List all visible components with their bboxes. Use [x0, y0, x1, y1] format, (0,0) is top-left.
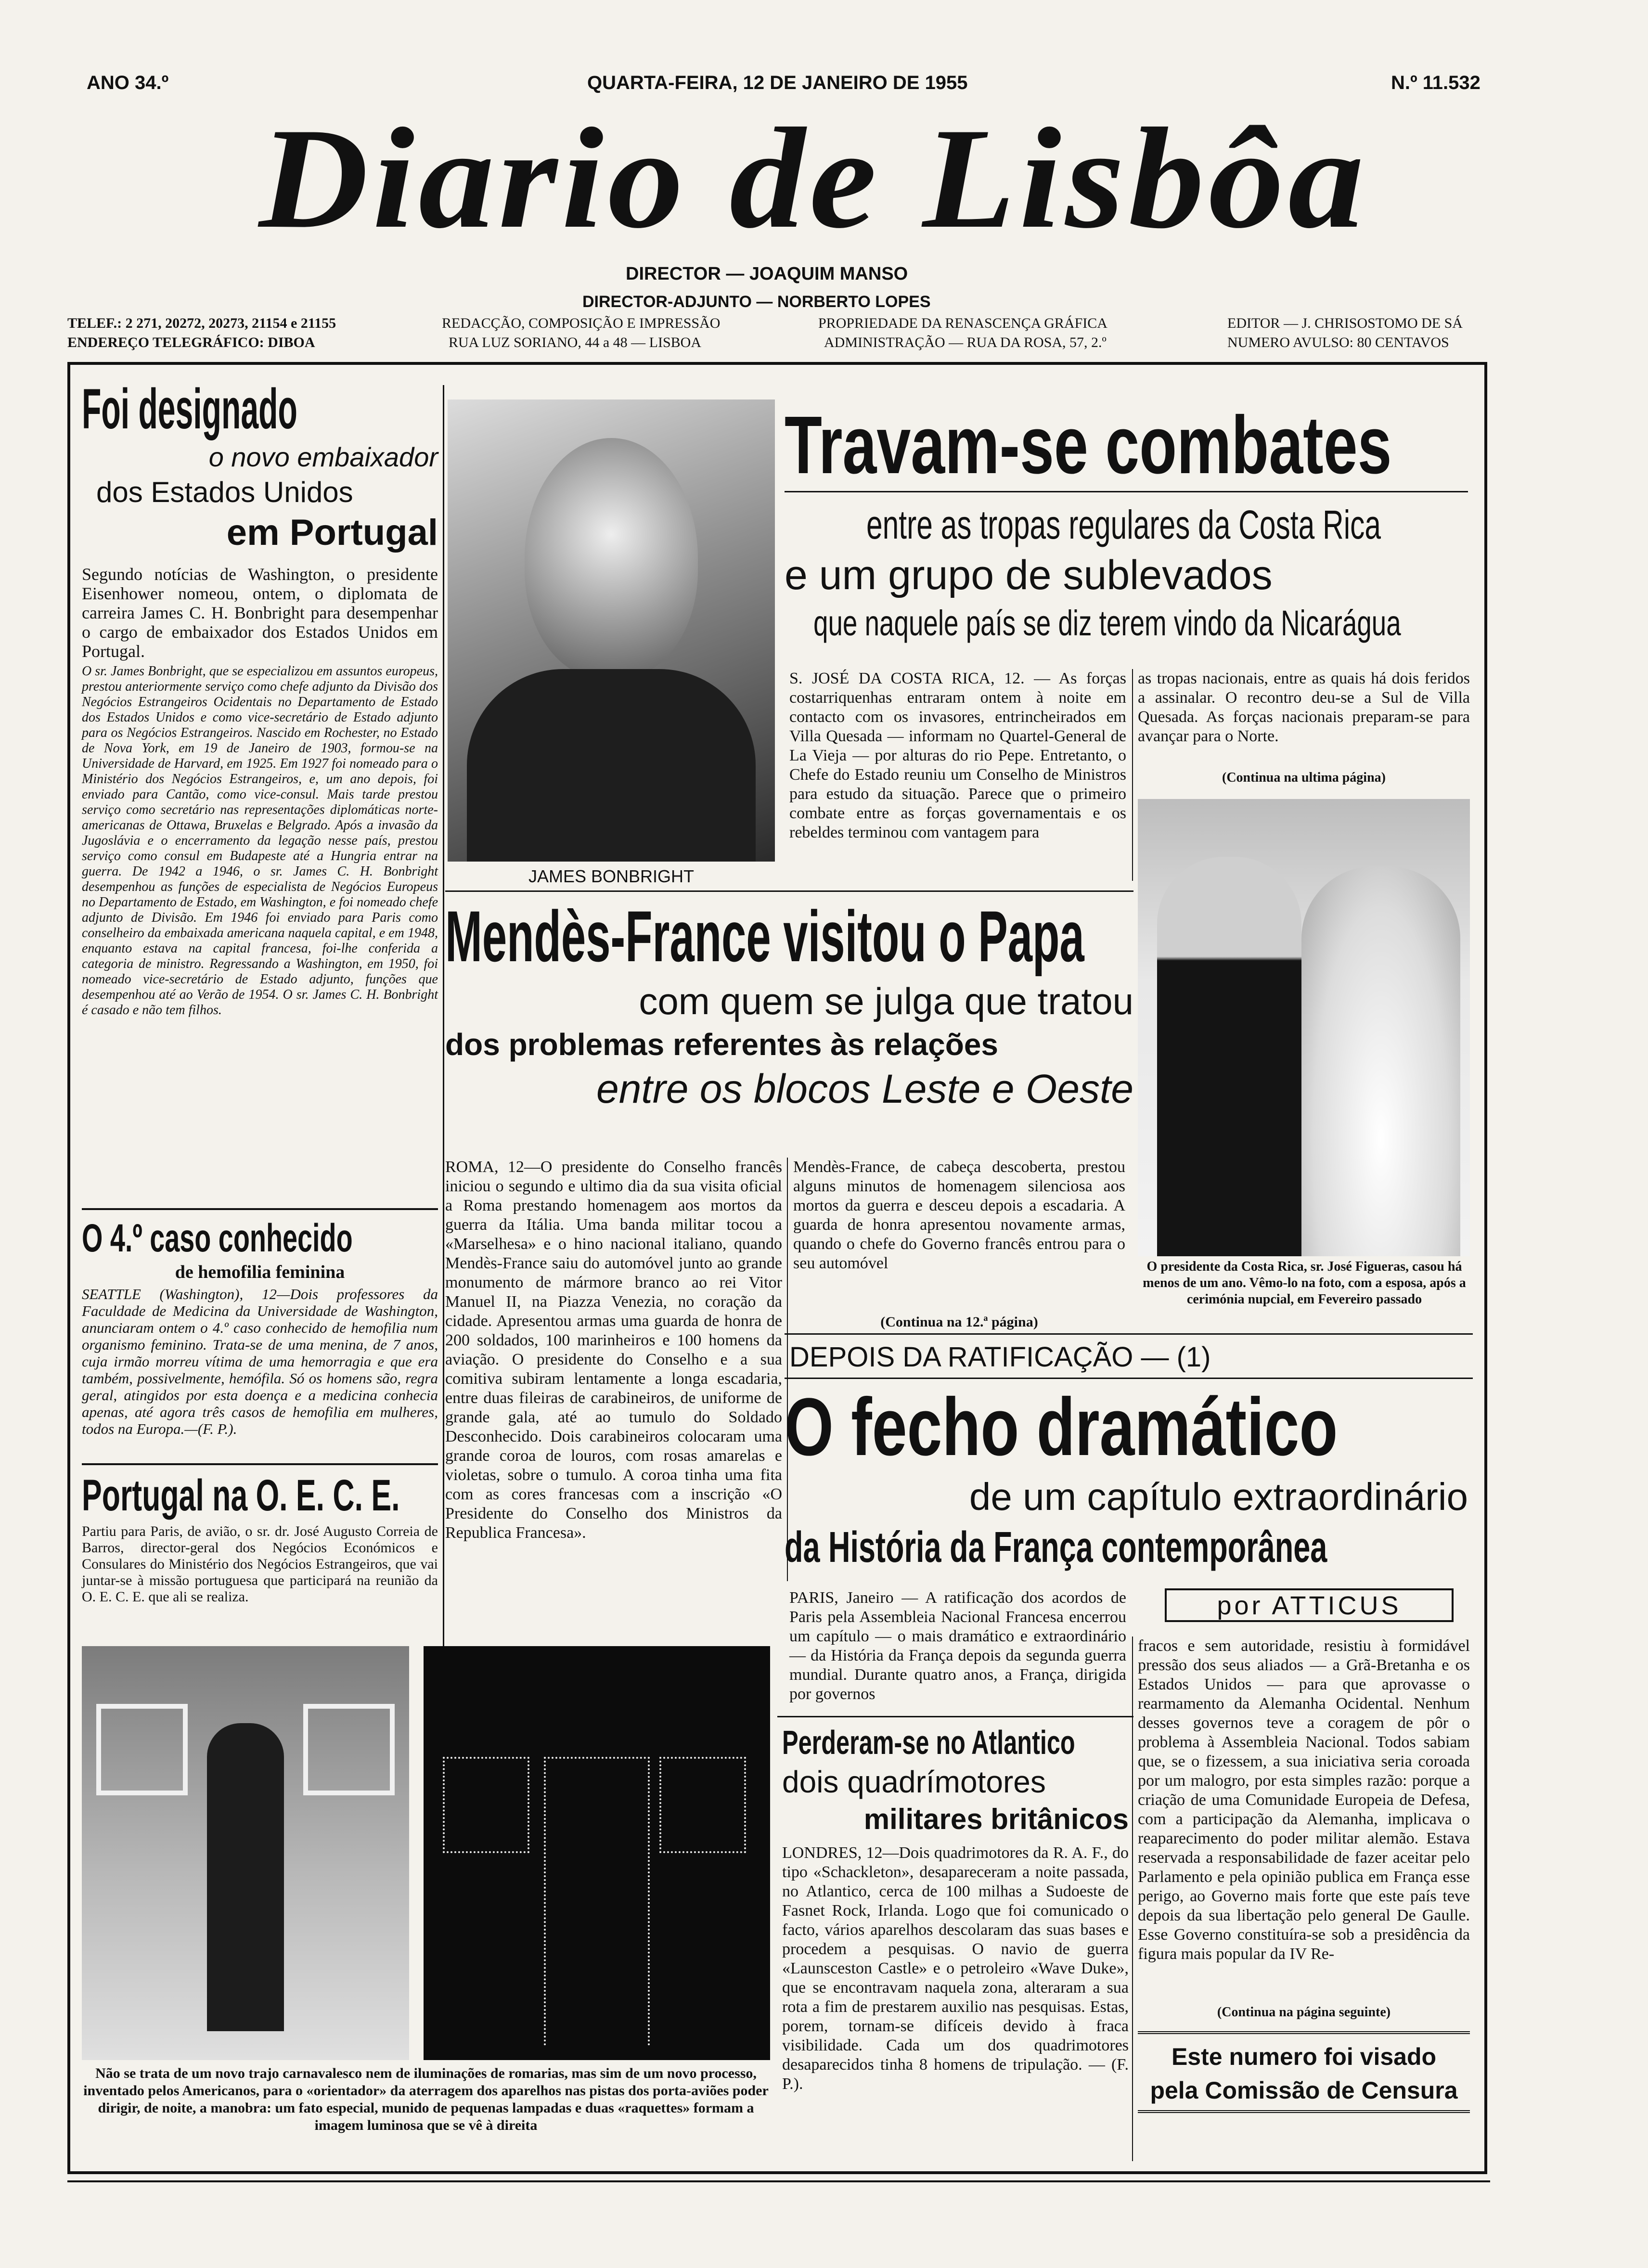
editor-line: EDITOR — J. CHRISOSTOMO DE SÁ: [1227, 315, 1463, 331]
owner-line: PROPRIEDADE DA RENASCENÇA GRÁFICA: [818, 315, 1107, 331]
franca-subhead-2: da História da França contemporânea: [785, 1523, 1327, 1572]
franca-kicker: DEPOIS DA RATIFICAÇÃO — (1): [789, 1341, 1211, 1373]
headline-rule: [785, 491, 1468, 492]
censorship-line-1: Este numero foi visado: [1171, 2043, 1437, 2070]
masthead-logo: [116, 99, 1511, 258]
admin-line: ADMINISTRAÇÃO — RUA DA ROSA, 57, 2.º: [824, 335, 1107, 350]
light-square-left: [443, 1757, 529, 1853]
portrait-suit: [467, 669, 756, 862]
right-racket: [303, 1704, 395, 1795]
ambassador-subhead-2: dos Estados Unidos: [96, 476, 353, 508]
franca-continue: (Continua na página seguinte): [1217, 2005, 1391, 2020]
ambassador-article: [82, 378, 438, 1018]
column-rule: [443, 385, 444, 1685]
column-rule: [1132, 669, 1133, 881]
franca-article: [785, 1381, 1468, 1574]
costarica-col2: as tropas nacionais, entre as quais há dois feridos a assinalar. O recontro deu-se a Sul de Villa Quesada. As forças nacionais preparam-se para avançar para o Norte.: [1138, 670, 1470, 745]
franca-byline: por ATTICUS: [1165, 1588, 1454, 1622]
atlantico-subhead-2: militares britânicos: [863, 1803, 1129, 1835]
oece-body: Partiu para Paris, de avião, o sr. dr. José Augusto Correia de Barros, director-geral dos Negócios Económicos e Consulares do Ministério dos Negócios Estrangeiros, que vai juntar-se à missão portuguesa que participará na reunião da O. E. C. E. que ali se realiza.: [82, 1523, 438, 1605]
ambassador-subhead-1: o novo embaixador: [208, 442, 438, 472]
costarica-subhead-2: e um grupo de sublevados: [785, 552, 1273, 598]
portrait-face: [525, 438, 698, 679]
bonbright-caption: JAMES BONBRIGHT: [528, 866, 695, 886]
telegraph-line: ENDEREÇO TELEGRÁFICO: DIBOA: [67, 335, 315, 350]
wedding-photo: [1138, 799, 1470, 1256]
deputy-line: DIRECTOR-ADJUNTO — NORBERTO LOPES: [582, 293, 931, 311]
hemofilia-subhead: de hemofilia feminina: [175, 1262, 345, 1282]
atlantico-subhead-1: dois quadrímotores: [782, 1765, 1046, 1799]
section-rule: [82, 1463, 438, 1465]
director-line: DIRECTOR — JOAQUIM MANSO: [626, 264, 908, 284]
issue-number: N.º 11.532: [1391, 72, 1481, 93]
mendes-col1: ROMA, 12—O presidente do Conselho francês iniciou o segundo e ultimo dia da sua visita oficial a Roma prestando homenagem aos mortos da guerra da Itália. Uma banda militar tocou a «Marselhesa» e o hino nacional italiano, quando Mendès-France saiu do automóvel junto ao grande monumento de mármore branco ao rei Vitor Manuel II, na Piazza Venezia, no coração da cidade. Apresentou armas uma guarda de honra de 200 soldados, 100 marinheiros e 100 homens da aviação. O presidente do Conselho e a sua comitiva subiram lentamente a longa escadaria, entre duas fileiras de carabineiros, de uniforme de grande gala, até ao tumulo do Soldado Desconhecido. Dois carabineiros colocaram uma grande coroa de louros, com rosas amarelas e violetas, sobre o tumulo. A coroa tinha uma fita com as cores francesas com a inscrição «O Presidente do Conselho dos Ministros da Republica Francesa».: [445, 1158, 782, 1542]
hemofilia-headline: O 4.º caso conhecido: [82, 1216, 353, 1260]
mendes-headline: Mendès-France visitou o Papa: [445, 896, 1084, 977]
groom-figure: [1157, 857, 1301, 1256]
phones-line: TELEF.: 2 271, 20272, 20273, 21154 e 21155: [67, 315, 336, 331]
section-rule: [445, 890, 1133, 892]
ambassador-lead: Segundo notícias de Washington, o presidente Eisenhower nomeou, ontem, o diplomata de carreira James C. H. Bonbright para desempenhar o cargo de embaixador dos Estados Unidos em Portugal.: [82, 565, 438, 661]
year-label: ANO 34.º: [87, 72, 169, 93]
mendes-col2: Mendès-France, de cabeça descoberta, prestou alguns minutos de homenagem silenciosa aos mortos da guerra e desceu depois a escadaria. A guarda de honra apresentou novamente armas, quando o chefe do Governo francês entrou para o seu automóvel: [793, 1158, 1125, 1272]
mendes-continue: (Continua na 12.ª página): [880, 1314, 1038, 1330]
franca-col1: PARIS, Janeiro — A ratificação dos acordos de Paris pela Assembleia Nacional Francesa encerrou um capítulo — o mais dramático e extraordinário — da História da França depois da segunda guerra mundial. Durante quatro anos, a França, dirigida por governos: [789, 1589, 1126, 1703]
mendes-subhead-2: dos problemas referentes às relações: [445, 1027, 998, 1062]
newsroom-address: RUA LUZ SORIANO, 44 a 48 — LISBOA: [449, 335, 701, 350]
censorship-notice: [1138, 2031, 1470, 2113]
atlantico-article: [782, 1722, 1129, 2094]
light-figure-outline: [544, 1757, 650, 2046]
mendes-subhead-1: com quem se julga que tratou: [639, 980, 1133, 1022]
lights-caption: Não se trata de um novo trajo carnavalesco nem de iluminações de romarias, mas sim de um novo processo, inventado pelos Americanos, para o «orientador» da aterragem dos aparelhos nas pistas dos porta-aviões poder dirigir, de noite, a manobra: um fato especial, munido de pequenas lampadas e duas «raquettes» formam a imagem luminosa que se vê à direita: [83, 2065, 769, 2133]
costarica-col1: S. JOSÉ DA COSTA RICA, 12. — As forças costarriquenhas entraram ontem à noite em contacto com os invasores, entrincheirados em Villa Quesada — informam no Quartel-General de La Vieja — por alturas do rio Pepe. Entretanto, o Chefe do Estado reuniu um Conselho de Ministros para estudo da situação. Parece que o primeiro combate entre as forças governamentais e os rebeldes terminou com vantagem para: [789, 670, 1126, 841]
costarica-subhead-3: que naquele país se diz terem vindo da Nicarágua: [813, 603, 1401, 643]
franca-headline: O fecho dramático: [785, 1381, 1338, 1473]
mendes-subhead-3: entre os blocos Leste e Oeste: [596, 1066, 1133, 1111]
section-rule: [785, 1378, 1473, 1379]
costarica-article: [785, 399, 1468, 643]
franca-col2: fracos e sem autoridade, resistiu à formidável pressão dos seus aliados — a Grã-Bretanha e os Estados Unidos — para que aprovasse o rearmamento da Alemanha Ocidental. Nenhum desses governos teve a coragem de pôr o problema à Assembleia Nacional. Todos sabiam que, se o fizessem, a sua iniciativa seria coroada por um malogro, por esta simples razão: porque a criação de uma Comunidade Europeia de Defesa, com a participação da Alemanha, implicava o reaparecimento do poder militar alemão. Estava reservada a responsabilidade de fazer aceitar pelo Parlamento e pela opinião publica em França esse perigo, ao Governo mais forte que este país teve depois da sua libertação pelo general De Gaulle. Esse Governo constituíra-se sob a presidência da figura mais popular da IV Re-: [1138, 1637, 1470, 1963]
censorship-line-2: pela Comissão de Censura: [1150, 2077, 1458, 2104]
oece-article: [82, 1470, 438, 1605]
section-rule: [82, 1208, 438, 1210]
date-label: QUARTA-FEIRA, 12 DE JANEIRO DE 1955: [587, 72, 968, 93]
price-line: NUMERO AVULSO: 80 CENTAVOS: [1227, 335, 1449, 350]
newspaper-title: Diario de Lisbôa: [258, 98, 1368, 258]
column-rule: [1132, 1637, 1133, 2161]
wedding-caption: O presidente da Costa Rica, sr. José Figueras, casou há menos de um ano. Vêmo-lo na foto, com a esposa, após a cerimónia nupcial, em Fevereiro passado: [1143, 1259, 1466, 1307]
mendes-article: [445, 895, 1133, 1114]
section-rule: [777, 1716, 1133, 1717]
costarica-continue: (Continua na ultima página): [1222, 770, 1386, 785]
bottom-rule: [67, 2180, 1490, 2182]
section-rule: [785, 1333, 1473, 1335]
bonbright-photo: [448, 399, 775, 862]
light-square-right: [659, 1757, 746, 1853]
ambassador-body: O sr. James Bonbright, que se especializou em assuntos europeus, prestou anteriormente serviço como chefe adjunto da Divisão dos Negócios Estrangeiros Ocidentais no Departamento de Estado dos Estados Unidos e como vice-secretário de Estado adjunto para os Negócios Estrangeiros. Nascido em Rochester, no Estado de Nova York, em 19 de Janeiro de 1903, formou-se na Universidade de Harvard, em 1925. Em 1927 foi nomeado para o Ministério dos Negócios Estrangeiros, e, um ano depois, foi enviado para Cantão, como vice-consul. Mais tarde prestou serviço como secretário nas representações diplomáticas norte-americanas de Ottawa, Bruxelas e Belgrado. Após a invasão da Jugoslávia e o encerramento da legação nesse país, prestou serviço como consul em Budapeste até a Hungria entrar na guerra. De 1942 a 1946, o sr. James C. H. Bonbright desempenhou as funções de especialista de Negócios Europeus no Departamento de Estado, em Washington, e foi nomeado chefe adjunto de Divisão. Em 1946 foi enviado para Paris como conselheiro da embaixada americana naquela capital, e em 1948, enquanto estava na capital francesa, foi-lhe conferida a categoria de ministro. Regressando a Washington, em 1950, foi nomeado vice-secretário de Estado adjunto, funções que desempenhou até ao Verão de 1954. O sr. James C. H. Bonbright é casado e não tem filhos.: [82, 664, 438, 1018]
left-racket: [96, 1704, 188, 1795]
hemofilia-body: SEATTLE (Washington), 12—Dois professores da Faculdade de Medicina da Universidade de Washington, anunciaram ontem o 4.º caso conhecido de hemofilia num organismo feminino. Trata-se de uma menina, de 7 anos, cuja irmão morreu vítima de uma hemorragia e que era também, possivelmente, hemófila. Só os homens são, regra geral, atingidos por esta doença e a medicina conhecia apenas, até agora três casos de hemofilia em mulheres, todos na Europa.—(F. P.).: [82, 1286, 438, 1437]
hemofilia-article: [82, 1215, 438, 1437]
atlantico-body: LONDRES, 12—Dois quadrimotores da R. A. F., do tipo «Schackleton», desapareceram a noite passada, no Atlantico, cerca de 100 milhas a Sudoeste de Fasnet Rock, Irlanda. Logo que foi comunicado o facto, vários aparelhos descolaram das suas bases e procedem a pesquisas. O navio de guerra «Launsceston Castle» e o petroleiro «Wave Duke», que se encontravam naquela zona, alteraram a sua rota a fim de prestarem auxilio nas pesquisas. Estas, porem, tornam-se difíceis devido à fraca visibilidade. Cada um dos quadrimotores desaparecidos tinha 8 homens de tripulação. — (F. P.).: [782, 1844, 1129, 2093]
ambassador-subhead-3: em Portugal: [226, 512, 438, 553]
costarica-subhead-1: entre as tropas regulares da Costa Rica: [866, 502, 1381, 547]
costarica-headline: Travam-se combates: [785, 399, 1392, 491]
atlantico-headline: Perderam-se no Atlantico: [782, 1724, 1075, 1761]
oece-headline: Portugal na O. E. C. E.: [82, 1471, 400, 1520]
ambassador-headline: Foi designado: [82, 377, 297, 441]
lights-photo-left: [82, 1646, 409, 2060]
newsroom-line: REDACÇÃO, COMPOSIÇÃO E IMPRESSÃO: [442, 315, 721, 331]
lights-photo-right: [424, 1646, 770, 2060]
franca-subhead-1: de um capítulo extraordinário: [969, 1475, 1468, 1518]
suited-figure: [207, 1723, 284, 2031]
bride-figure: [1301, 866, 1460, 1256]
